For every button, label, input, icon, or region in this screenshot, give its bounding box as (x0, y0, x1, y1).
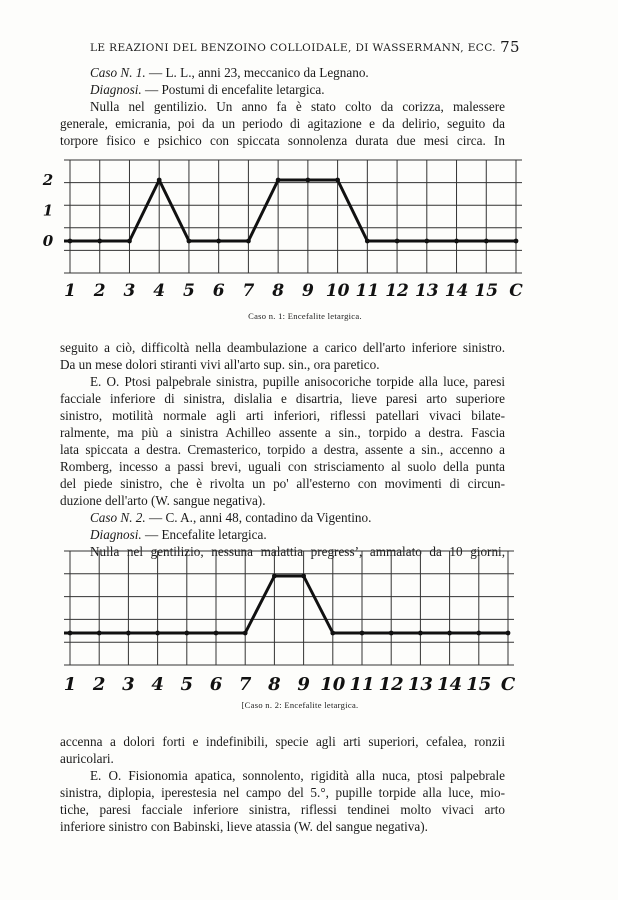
y-tick-label: 2 (42, 171, 54, 189)
x-tick-label: 14 (437, 674, 463, 695)
case1-text-line: E. O. Ptosi palpebrale sinistra, pupille anisocoriche torpide alla luce, paresi (90, 374, 505, 389)
data-point (243, 631, 248, 636)
x-tick-label: 4 (153, 281, 166, 301)
data-point (476, 631, 481, 636)
case2-paragraph-line: Nulla nel gentilizio, nessuna malattia pregress’, ammalato da 10 giorni, (90, 544, 505, 559)
x-tick-label: 1 (64, 281, 76, 301)
case2-text-line: auricolari. (60, 751, 114, 766)
case1-text-line: ralmente, ma più a sinistra Achilleo assente a sin., torpido a destra. Fascia (60, 425, 505, 440)
case1-paragraph-line: generale, emicrania, poi da un periodo di agitazione e da delirio, seguito da (60, 116, 505, 131)
case1-heading-label: Caso N. 1. (90, 65, 146, 80)
x-tick-label: 3 (123, 281, 136, 301)
x-tick-label: 9 (297, 674, 310, 695)
data-point (214, 631, 219, 636)
x-tick-label: 3 (122, 674, 135, 695)
x-tick-label: 11 (355, 281, 380, 301)
x-tick-label: 15 (466, 674, 492, 695)
data-point (418, 631, 423, 636)
case1-text-line: duzione dell'arto (W. sangue negativa). (60, 493, 266, 508)
x-tick-label: C (509, 281, 523, 301)
x-tick-label: 9 (301, 281, 314, 301)
case1-heading-text: — L. L., anni 23, meccanico da Legnano. (149, 65, 369, 80)
data-point (330, 631, 335, 636)
case1-text-line: Romberg, incesso a passi brevi, uguali con strisciamento al suolo della punta (60, 459, 505, 474)
data-point (301, 574, 306, 579)
case1-diagnosis-text: — Postumi di encefalite letargica. (144, 82, 325, 97)
series-line (64, 576, 508, 633)
x-tick-label: 13 (407, 674, 433, 695)
x-tick-label: 2 (93, 281, 106, 301)
x-tick-label: C (500, 674, 516, 695)
x-tick-label: 8 (268, 674, 281, 695)
x-tick-label: 4 (151, 674, 164, 695)
x-tick-label: 5 (180, 674, 194, 695)
running-title: LE REAZIONI DEL BENZOINO COLLOIDALE, DI WASSERMANN, ECC. (90, 42, 496, 54)
data-point (97, 631, 102, 636)
y-tick-label: 1 (42, 201, 54, 220)
x-tick-label: 7 (242, 281, 255, 301)
x-tick-label: 15 (474, 281, 499, 301)
x-tick-label: 12 (385, 281, 409, 301)
case1-text-line: seguito a ciò, difficoltà nella deambulazione a carico dell'arto inferiore sinistro. (60, 340, 505, 355)
x-tick-label: 10 (320, 674, 346, 695)
case2-heading-text: — C. A., anni 48, contadino da Vigentino. (149, 510, 372, 525)
x-tick-label: 7 (238, 674, 252, 695)
x-tick-label: 8 (272, 281, 285, 301)
case2-text-line: sinistra, diplopia, iperestesia nel campo del 5.°, pupille torpide alla luce, mio- (60, 785, 505, 800)
case1-text-line: Da un mese dolori stiranti vivi all'arto sup. sin., ora paretico. (60, 357, 380, 372)
case1-text-line: facciale inferiore di sinistra, dislalia e disartria, lieve paresi arto superiore (60, 391, 505, 406)
data-point (272, 574, 277, 579)
case2-diagnosis-label: Diagnosi. (90, 527, 142, 542)
case2-text-line: accenna a dolori forti e indefinibili, specie agli arti superiori, cefalea, ronzii (60, 734, 505, 749)
x-tick-label: 6 (212, 281, 225, 301)
data-point (68, 631, 73, 636)
data-point (126, 631, 131, 636)
case1-text-line: sinistro, motilità normale agli arti inferiori, riflessi patellari vivaci bilate- (60, 408, 505, 423)
case1-paragraph-line: Nulla nel gentilizio. Un anno fa è stato colto da corizza, malessere (90, 99, 505, 114)
case1-diagnosis-label: Diagnosi. (90, 82, 142, 97)
x-tick-label: 2 (92, 674, 106, 695)
case2-text-line: tiche, paresi facciale inferiore sinistra, riflessi tendinei molto vivaci arto (60, 802, 505, 817)
case2-text-line: E. O. Fisionomia apatica, sonnolento, rigidità alla nuca, ptosi palpebrale (90, 768, 505, 783)
x-tick-label: 14 (444, 281, 469, 301)
case2-diagnosis-text: — Encefalite letargica. (144, 527, 267, 542)
page-number: 75 (500, 38, 520, 56)
chart1-caption: Caso n. 1: Encefalite letargica. (248, 311, 362, 321)
case2-text-line: inferiore sinistro con Babinski, lieve atassia (W. del sangue negativa). (60, 819, 428, 834)
x-tick-label: 11 (349, 674, 375, 695)
x-tick-label: 12 (378, 674, 404, 695)
case1-paragraph-line: torpore fisico e psichico con spiccata sonnolenza durata due mesi circa. In (60, 133, 505, 148)
data-point (506, 631, 511, 636)
case2-heading-label: Caso N. 2. (90, 510, 146, 525)
data-point (184, 631, 189, 636)
data-point (155, 631, 160, 636)
data-point (360, 631, 365, 636)
x-tick-label: 1 (63, 674, 77, 695)
case1-text-line: lata spiccata a destra. Cremasterico, torpido a destra, assente a sin., accenno a (60, 442, 505, 457)
x-tick-label: 5 (183, 281, 195, 301)
data-point (447, 631, 452, 636)
x-tick-label: 10 (325, 281, 350, 301)
chart2-caption: [Caso n. 2: Encefalite letargica. (241, 700, 359, 710)
case1-text-line: del piede sinistro, che è rivolta un po' all'esterno con movimenti di circun- (60, 476, 505, 491)
x-tick-label: 13 (414, 281, 439, 301)
x-tick-label: 6 (209, 674, 223, 695)
y-tick-label: 0 (42, 232, 54, 250)
data-point (389, 631, 394, 636)
